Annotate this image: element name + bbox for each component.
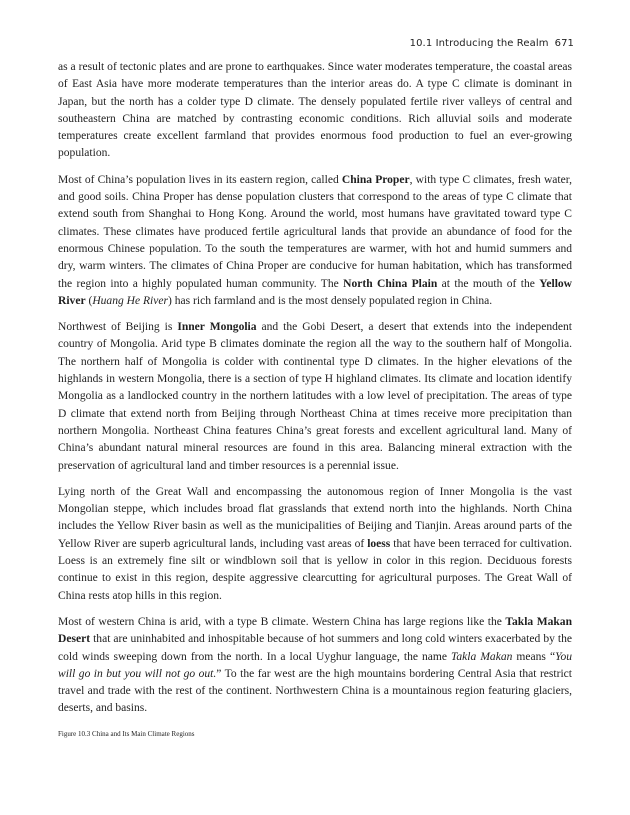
text-run: Most of China’s population lives in its eastern region, called <box>58 173 342 186</box>
paragraph-2 <box>58 172 572 310</box>
term-china-proper: China Proper <box>341 173 410 186</box>
text-run: ) has rich farmland and is the most densely populated region in China. <box>168 294 493 307</box>
term-loess: loess <box>367 537 391 550</box>
section-title: 10.1 Introducing the Realm <box>409 38 549 49</box>
term-inner-mongolia: Inner Mongolia <box>177 321 257 334</box>
body-text <box>58 59 572 739</box>
paragraph-text: as a result of tectonic plates and are prone to earthquakes. Since water moderates temperature, the coastal areas of East Asia have more moderate temperatures than the interior areas do. A type C climate is dominant in Japan, but the north has a colder type D climate. The densely populated fertile river valleys of central and southeastern China are matched by contrasting economic conditions. Rich alluvial soils and moderate temperatures create excellent farmland that provides enormous food production to fuel an ever-growing population. <box>58 61 572 160</box>
paragraph-3 <box>58 319 572 475</box>
paragraph-1 <box>58 59 572 163</box>
page-number: 671 <box>554 38 574 49</box>
text-run: Lying north of the Great Wall and encompassing the autonomous region of Inner Mongolia is the vast Mongolian steppe, which includes broad flat grasslands that extend north into the highlands. North China includes the Yellow River basin as well as the municipalities of Beijing and Tianjin. Areas around parts of the Yellow River are superb agricultural lands, including vast areas of <box>58 485 572 550</box>
text-run: ” To the far west are the high mountains bordering Central Asia that restrict travel and trade with the rest of the continent. Northwestern China is a mountainous region featuring glaciers, deserts, and basins. <box>58 667 573 715</box>
text-run: means “ <box>512 650 556 663</box>
text-run: that are uninhabited and inhospitable because of hot summers and long cold winters exacerbated by the cold winds sweeping down from the north. In a local Uyghur language, the name <box>58 633 572 663</box>
text-run: Northwest of Beijing is <box>58 321 178 334</box>
text-run: that have been terraced for cultivation. Loess is an extremely fine silt or windblown soil that is yellow in color in this region. Deciduous forests continue to exist in this region, despite aggressive clearcutting for agricultural purposes. The Great Wall of China rests atop hills in this region. <box>58 537 573 602</box>
paragraph-4 <box>58 484 572 605</box>
term-yellow-river: Yellow River <box>58 277 573 307</box>
italic-huang-he: Huang He River <box>92 294 168 307</box>
running-header <box>410 38 574 49</box>
text-run: ( <box>85 294 93 307</box>
text-run: , with type C climates, fresh water, and good soils. China Proper has dense population clusters that correspond to the areas of type C climate that extend south from Shanghai to Hong Kong. Around the world, most humans have gravitated toward type C climates. These climates have produced fertile agricultural lands that provide an abundance of food for the enormous Chinese population. To the south the temperatures are warmer, with hot and humid summers and dry, warm winters. The climates of China Proper are conducive for human habitation, which has transformed the region into a highly populated human community. The <box>58 173 573 290</box>
text-run: at the mouth of the <box>437 277 540 290</box>
term-north-china-plain: North China Plain <box>343 277 438 290</box>
text-run: Most of western China is arid, with a type B climate. Western China has large regions like the <box>58 615 506 628</box>
paragraph-5 <box>58 614 572 718</box>
text-run: and the Gobi Desert, a desert that extends into the independent country of Mongolia. Arid type B climates dominate the region all the way to the southern half of Mongolia. The northern half of Mongolia is colder with continental type D climates. In the higher elevations of the highlands in western Mongolia, there is a section of type H highland climates. Its climate and location identify Mongolia as a landlocked country in the northern latitudes with a low level of precipitation. The areas of type D climate that extend north from Beijing through Northeast China at times receive more precipitation than northern Mongolia. Northeast China features China’s great forests and excellent agricultural land. Many of China’s abundant natural mineral resources are found in this area. Balancing mineral extraction with the preservation of agricultural land and timber resources is a perennial issue. <box>58 321 572 472</box>
term-takla-makan-desert: Takla Makan Desert <box>58 615 572 646</box>
italic-quote: You will go in but you will not go out. <box>58 650 572 680</box>
italic-takla-makan: Takla Makan <box>451 650 513 663</box>
figure-caption: Figure 10.3 China and Its Main Climate Regions <box>58 729 195 738</box>
